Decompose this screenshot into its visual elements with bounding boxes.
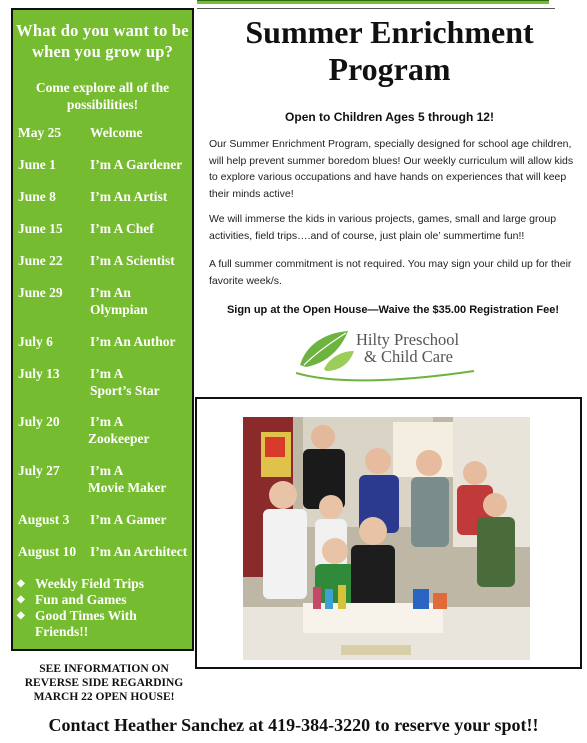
schedule-theme: I’m A Scientist — [90, 253, 175, 268]
schedule-theme-line2: Sport’s Star — [90, 382, 160, 398]
schedule-date: May 25 — [18, 125, 62, 140]
schedule-date: August 10 — [18, 544, 77, 559]
schedule-date: June 22 — [18, 253, 63, 268]
schedule-theme: I’m A — [90, 414, 124, 429]
schedule-date: June 8 — [18, 189, 56, 204]
schedule-theme-line2: Movie Maker — [88, 479, 167, 495]
diamond-bullet-icon: ◆ — [17, 578, 25, 589]
group-photo — [243, 417, 530, 660]
age-range-headline: Open to Children Ages 5 through 12! — [285, 110, 494, 124]
children-group-photo-icon — [243, 417, 530, 660]
schedule-theme-line2: Zookeeper — [88, 430, 150, 446]
list-item: ◆ Weekly Field Trips — [17, 576, 145, 591]
photo-frame — [195, 397, 582, 669]
schedule-theme: I’m An Artist — [90, 189, 168, 204]
schedule-theme: I’m A Gardener — [90, 157, 183, 172]
schedule-theme: I’m A — [90, 366, 124, 381]
list-item: ◆ Fun and Games — [17, 592, 127, 607]
schedule-theme: Welcome — [90, 125, 143, 140]
list-item: ◆ Good Times With Friends!! — [17, 608, 137, 639]
schedule-date: July 20 — [18, 414, 60, 429]
schedule-theme: I’m An Author — [90, 334, 176, 349]
top-divider — [197, 8, 555, 9]
schedule-theme: I’m A Chef — [90, 221, 154, 236]
contact-line: Contact Heather Sanchez at 419-384-3220 to reserve your spot!! — [48, 715, 539, 735]
panel-subtitle: Come explore all of the possibilities! — [35, 80, 170, 112]
commitment-paragraph: A full summer commitment is not required. You may sign your child up for their favorite week/s. — [209, 258, 572, 287]
schedule-date: June 29 — [18, 285, 63, 300]
schedule-date: August 3 — [18, 512, 70, 527]
top-rule — [197, 0, 549, 4]
schedule-date: July 13 — [18, 366, 60, 381]
logo-wordmark: Hilty Preschool & Child Care — [356, 330, 460, 366]
page-title: Summer Enrichment Program — [245, 14, 534, 87]
intro-paragraph: Our Summer Enrichment Program, specially designed for school age children, will help prevent summer boredom blues! Our weekly curriculum will allow kids to explore various occupations and have hands on experiences that will keep their minds active! — [209, 138, 574, 200]
schedule-date: July 27 — [18, 463, 60, 478]
schedule-theme: I’m A Gamer — [90, 512, 167, 527]
schedule-date: June 1 — [18, 157, 56, 172]
reverse-side-note: SEE INFORMATION ON REVERSE SIDE REGARDING MARCH 22 OPEN HOUSE! — [24, 663, 184, 703]
signup-headline: Sign up at the Open House—Waive the $35.00 Registration Fee! — [226, 304, 560, 316]
schedule-theme-line2: Olympian — [90, 301, 148, 317]
schedule-theme: I’m An Architect — [90, 544, 188, 559]
panel-title: What do you want to be when you grow up? — [16, 21, 189, 61]
schedule-theme: I’m An — [90, 285, 131, 300]
schedule-date: July 6 — [18, 334, 53, 349]
diamond-bullet-icon: ◆ — [17, 610, 25, 621]
diamond-bullet-icon: ◆ — [17, 594, 25, 605]
highlights-list — [17, 576, 185, 640]
schedule-date: June 15 — [18, 221, 63, 236]
schedule-panel — [11, 8, 194, 651]
preschool-logo — [296, 327, 476, 383]
activities-paragraph: We will immerse the kids in various projects, games, small and large group activities, field trips….and of course, just plain ole’ summertime fun!! — [209, 213, 557, 242]
schedule-theme: I’m A — [90, 463, 124, 478]
